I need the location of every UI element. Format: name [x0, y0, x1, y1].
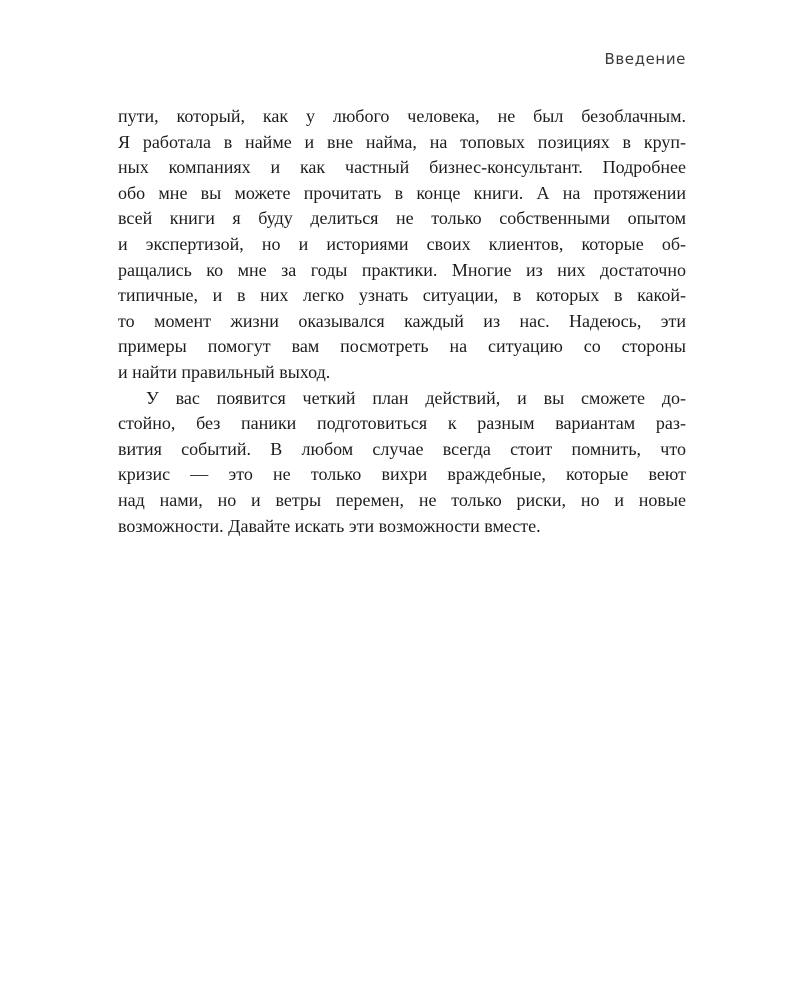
text-line: Я работала в найме и вне найма, на топовых позициях в круп- — [118, 131, 686, 152]
text-line: то момент жизни оказывался каждый из нас. Надеюсь, эти — [118, 310, 686, 331]
text-line: всей книги я буду делиться не только собственными опытом — [118, 208, 686, 229]
text-line: ных компаниях и как частный бизнес-консультант. Подробнее — [118, 157, 686, 178]
text-line: стойно, без паники подготовиться к разным вариантам раз- — [118, 413, 686, 434]
text-line: ращались ко мне за годы практики. Многие из них достаточно — [118, 259, 686, 280]
text-line-paragraph-start: У вас появится четкий план действий, и вы сможете до- — [146, 387, 686, 408]
text-line-paragraph-end: возможности. Давайте искать эти возможности вместе. — [118, 515, 541, 536]
text-line-paragraph-end: и найти правильный выход. — [118, 361, 331, 382]
text-line: и экспертизой, но и историями своих клиентов, которые об- — [118, 233, 686, 254]
text-line: вития событий. В любом случае всегда стоит помнить, что — [118, 438, 686, 459]
text-line: обо мне вы можете прочитать в конце книги. А на протяжении — [118, 182, 686, 203]
text-line: пути, который, как у любого человека, не был безоблачным. — [118, 106, 686, 126]
text-line: примеры помогут вам посмотреть на ситуацию со стороны — [118, 336, 686, 357]
body-text — [118, 104, 686, 539]
text-line: типичные, и в них легко узнать ситуации, в которых в какой- — [118, 285, 686, 306]
running-head-title: Введение — [604, 50, 686, 68]
text-line: над нами, но и ветры перемен, не только риски, но и новые — [118, 489, 686, 510]
text-line: кризис — это не только вихри враждебные, которые веют — [118, 464, 686, 485]
